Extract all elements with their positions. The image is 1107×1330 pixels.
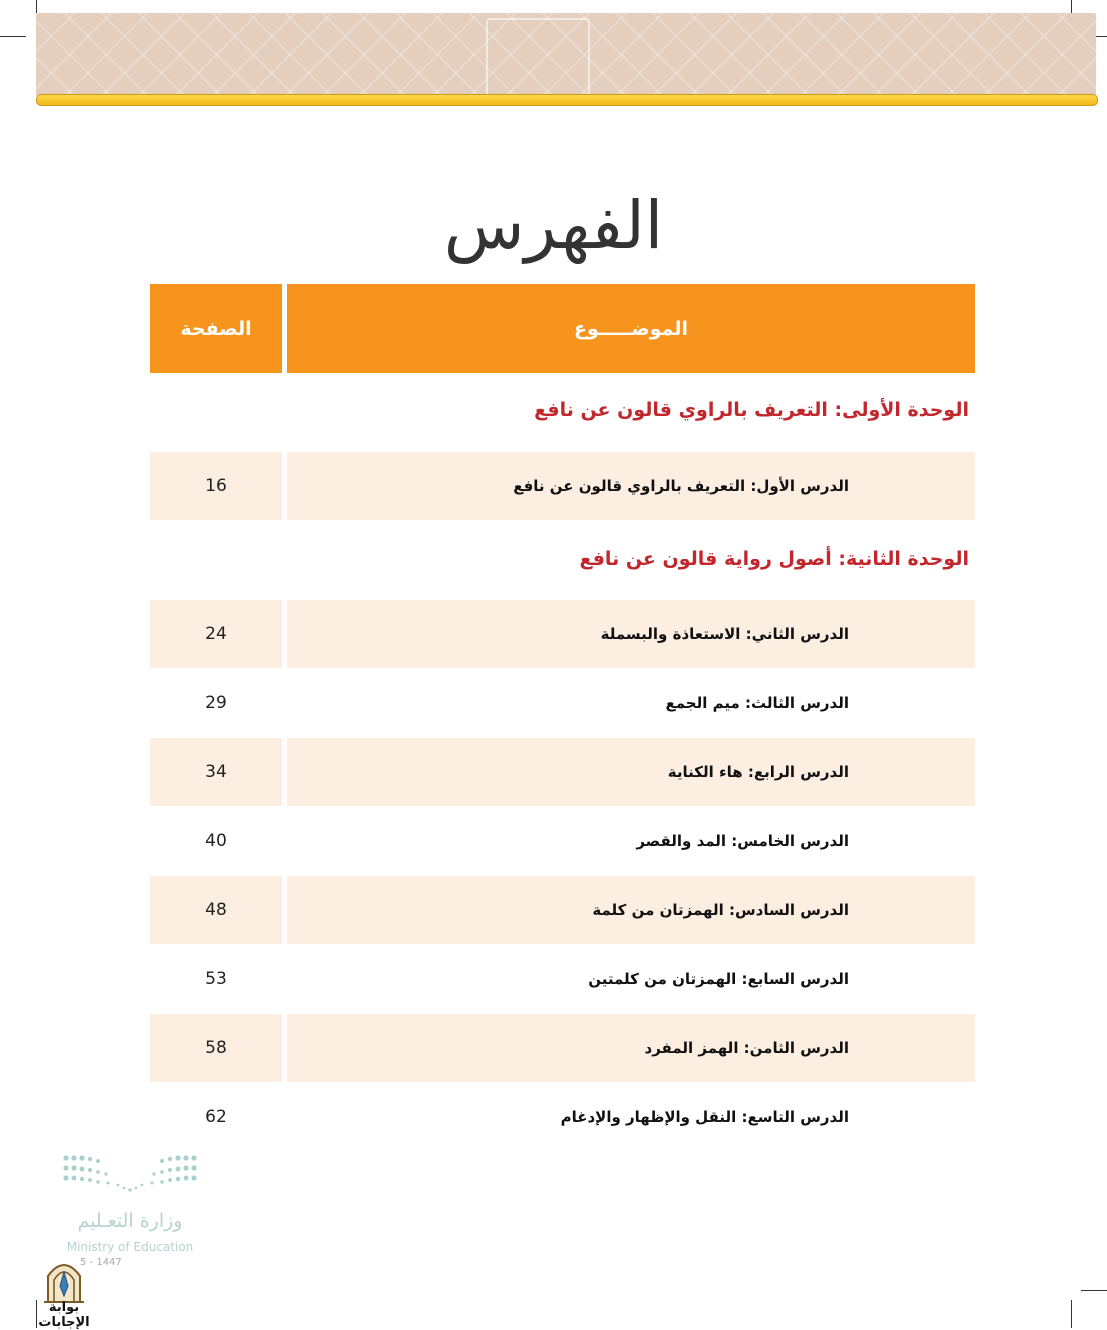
- page-number: 53: [205, 969, 227, 989]
- page-number: 48: [150, 876, 282, 944]
- unit-heading: الوحدة الأولى: التعريف بالراوي قالون عن نافع: [534, 399, 969, 421]
- unit-heading: الوحدة الثانية: أصول رواية قالون عن نافع: [579, 548, 969, 570]
- ministry-logo-icon: [62, 1152, 198, 1196]
- header-topic: الموضـــــوع: [287, 284, 975, 373]
- lesson-title: [287, 738, 975, 806]
- page-number: 40: [205, 831, 227, 851]
- portal-logo-icon: [42, 1256, 86, 1304]
- lesson-title-text: الدرس السادس: الهمزتان من كلمة: [592, 901, 849, 919]
- lesson-title-text: الدرس الثامن: الهمز المفرد: [644, 1039, 849, 1057]
- page-number: 62: [205, 1107, 227, 1127]
- lesson-title-text: الدرس السابع: الهمزتان من كلمتين: [588, 970, 849, 988]
- lesson-title: [287, 669, 975, 737]
- ministry-name-arabic: وزارة التعـليم: [77, 1210, 183, 1232]
- crop-mark: [1081, 1290, 1107, 1291]
- lesson-title-text: الدرس الثالث: ميم الجمع: [665, 694, 849, 712]
- lesson-title: [287, 452, 975, 520]
- header-page: الصفحة: [150, 284, 282, 373]
- lesson-title-text: الدرس الخامس: المد والقصر: [636, 832, 849, 850]
- lesson-title: [287, 600, 975, 668]
- lesson-title: [287, 876, 975, 944]
- lesson-title: [287, 1083, 975, 1151]
- page-title: الفهرس: [443, 187, 664, 264]
- page-number: 34: [150, 738, 282, 806]
- banner-bar: [36, 94, 1098, 106]
- lesson-title-text: الدرس الأول: التعريف بالراوي قالون عن نافع: [513, 477, 849, 495]
- lesson-title: [287, 807, 975, 875]
- ministry-year: 5 - 1447: [80, 1257, 122, 1268]
- lesson-title-text: الدرس الرابع: هاء الكناية: [667, 763, 849, 781]
- lesson-title-text: الدرس الثاني: الاستعاذة والبسملة: [600, 625, 849, 643]
- ministry-name-english: Ministry of Education: [66, 1240, 194, 1254]
- page-number: 29: [205, 693, 227, 713]
- portal-name: بوابة الإجابات: [38, 1300, 90, 1330]
- crop-mark: [0, 36, 26, 37]
- page-number: 58: [150, 1014, 282, 1082]
- lesson-title-text: الدرس التاسع: النقل والإظهار والإدغام: [560, 1108, 849, 1126]
- page-number: 16: [150, 452, 282, 520]
- crop-mark: [1071, 1300, 1072, 1328]
- book-emblem-icon: [486, 18, 590, 106]
- page-number: 24: [150, 600, 282, 668]
- lesson-title: [287, 945, 975, 1013]
- lesson-title: [287, 1014, 975, 1082]
